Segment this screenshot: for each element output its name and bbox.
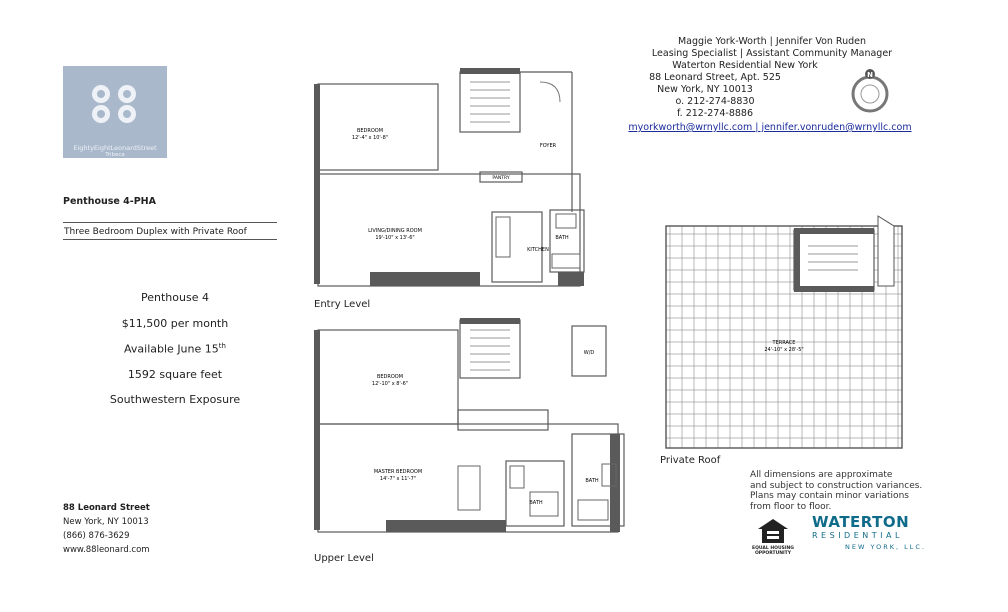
unit-subtitle: Three Bedroom Duplex with Private Roof [64,227,247,237]
equal-housing-label [748,546,798,556]
contact-company: Waterton Residential New York [672,60,818,71]
brand-line2: RESIDENTIAL [812,531,903,540]
unit-name: Penthouse 4 [141,291,209,304]
availability-text: Available June 15 [124,342,219,356]
unit-size: 1592 square feet [127,368,223,381]
unit-availability [70,342,280,356]
room-dimensions: 12'-10" x 8'-6" [371,381,409,387]
eho-line: OPPORTUNITY [754,551,791,556]
equal-housing-icon [756,517,790,545]
room-dimensions: 24'-10" x 28'-5" [764,347,804,353]
divider [63,222,277,223]
stair-wall [460,320,520,378]
contact-street: 88 Leonard Street, Apt. 525 [649,72,781,83]
availability-suffix: th [218,342,226,350]
disclaimer-line: from floor to floor. [750,501,832,512]
disclaimer-line: Plans may contain minor variations [750,491,909,501]
roof-stair-bulkhead [794,230,874,290]
room-label: BEDROOM [376,374,404,380]
unit-title: Penthouse 4-PHA [63,196,156,207]
upper-level-floorplan [310,316,635,548]
room-label: W/D [583,350,595,356]
divider [63,239,277,240]
room-label: BATH [529,500,543,506]
bath-wall [550,210,584,272]
bedroom-wall [318,84,438,170]
building-street: 88 Leonard Street [63,503,150,513]
building-website[interactable]: www.88leonard.com [63,545,150,555]
building-phone: (866) 876-3629 [63,531,130,541]
contact-fax: f. 212-274-8886 [677,108,753,119]
room-label: FOYER [539,143,557,149]
building-city: New York, NY 10013 [63,517,149,527]
room-label: BEDROOM [356,128,384,134]
entry-level-floorplan [310,62,585,294]
room-dimensions: 19'-10" x 13'-6" [375,235,415,241]
room-dimensions: 14'-7" x 11'-7" [379,476,417,482]
disclaimer-line: and subject to construction variances. [750,480,923,491]
compass-icon [850,66,890,118]
room-label: BATH [555,235,569,241]
room-label: KITCHEN [527,247,549,253]
brand-name: WATERTON [812,513,910,531]
eighty-eight-logo-icon [63,66,167,144]
disclaimer [750,470,922,512]
private-roof-floorplan [658,210,910,450]
room-label: TERRACE [772,340,796,346]
master-wall [318,424,618,532]
logo-neighborhood: Tribeca [105,152,125,158]
room-label: BATH [585,478,599,484]
logo-tagline: EightyEightLeonardStreet [73,144,157,152]
brand-line3: NEW YORK, LLC. [845,543,926,551]
unit-exposure: Southwestern Exposure [109,393,241,406]
unit-price: $11,500 per month [121,317,229,330]
room-label: PANTRY [492,176,510,181]
contact-emails[interactable]: myorkworth@wrnyllc.com | jennifer.vonruden@wrnyllc.com [628,122,912,133]
living-wall [318,174,580,286]
contact-roles: Leasing Specialist | Assistant Community Manager [651,48,893,59]
upper-level-caption: Upper Level [314,553,374,564]
compass-north-label: N [867,71,873,79]
private-roof-caption: Private Roof [660,455,721,466]
room-label: MASTER BEDROOM [373,469,423,475]
closet-wall [458,410,548,430]
room-label: LIVING/DINING ROOM [368,228,422,234]
contact-names: Maggie York-Worth | Jennifer Von Ruden [677,36,867,47]
stair-wall [460,72,520,132]
entry-level-caption: Entry Level [314,299,371,310]
disclaimer-line: All dimensions are approximate [750,470,893,480]
building-logo [63,66,167,158]
contact-city: New York, NY 10013 [657,84,753,95]
contact-office-phone: o. 212-274-8830 [675,96,755,107]
room-dimensions: 12'-4" x 10'-8" [351,135,389,141]
eho-line: EQUAL HOUSING [752,546,794,551]
